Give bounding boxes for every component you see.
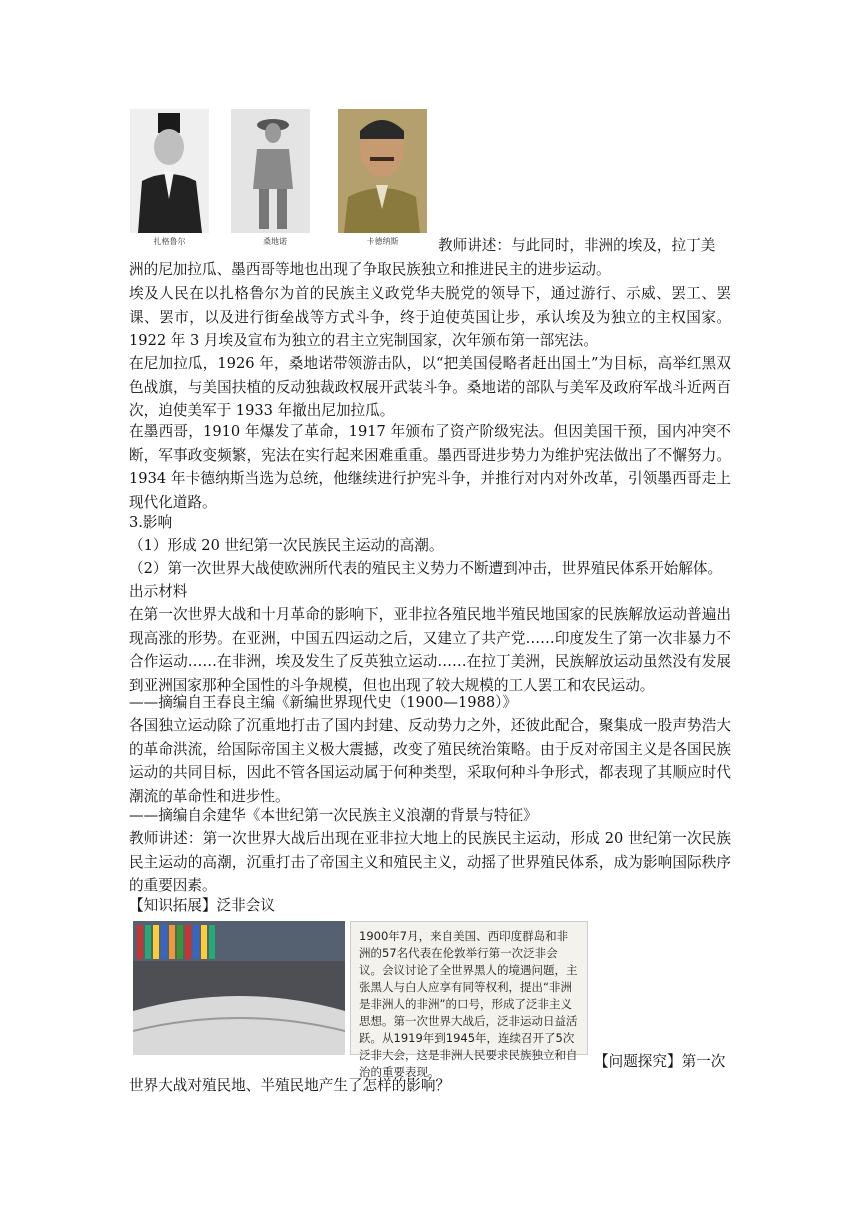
paragraph-mexico: 在墨西哥，1910 年爆发了革命，1917 年颁布了资产阶级宪法。但因美国干预，国内冲突不断，军事政变频繁，宪法在实行起来困难重重。墨西哥进步势力为维护宪法做出了不懈努力。1934 年卡德纳斯当选为总统，他继续进行护宪斗争，并推行对内对外改革，引领墨西哥走上现代化道路。	[129, 423, 731, 511]
portrait-caption-2: 桑地诺	[263, 237, 287, 246]
material-source-1: ——摘编自王春良主编《新编世界现代史（1900—1988）》	[129, 694, 518, 711]
portrait-sandino	[231, 109, 310, 233]
question-line-2: 世界大战对殖民地、半殖民地产生了怎样的影响？	[129, 1077, 451, 1094]
portrait-cardenas	[338, 109, 427, 233]
impact-item-1: （1）形成 20 世纪第一次民族民主运动的高潮。	[129, 537, 444, 554]
portrait-zaghlul	[130, 109, 209, 233]
show-material-label: 出示材料	[129, 583, 188, 600]
material-paragraph-1: 在第一次世界大战和十月革命的影响下，亚非拉各殖民地半殖民地国家的民族解放运动普遍出现高涨的形势。在亚洲，中国五四运动之后，又建立了共产党……印度发生了第一次非暴力不合作运动……在非洲，埃及发生了反英独立运动……在拉丁美洲，民族解放运动虽然没有发展到亚洲国家那种全国性的斗争规模，但也出现了较大规模的工人罢工和农民运动。	[129, 606, 731, 694]
knowledge-expansion-heading: 【知识拓展】泛非会议	[129, 897, 275, 914]
pan-african-note-box: 1900年7月，来自美国、西印度群岛和非洲的57名代表在伦敦举行第一次泛非会议。会议讨论了全世界黑人的境遇问题，主张黑人与白人应享有同等权利，提出“非洲是非洲人的非洲”的口号，形成了泛非主义思想。第一次世界大战后，泛非运动日益活跃。从1919年到1945年，连续召开了5次泛非大会，这是非洲人民要求民族独立和自治的重要表现。	[350, 921, 588, 1055]
question-heading: 【问题探究】第一次	[594, 1053, 726, 1070]
impact-item-2: （2）第一次世界大战使欧洲所代表的殖民主义势力不断遭到冲击，世界殖民体系开始解体。	[129, 560, 723, 577]
portrait-caption-1: 扎格鲁尔	[153, 237, 186, 246]
material-paragraph-2: 各国独立运动除了沉重地打击了国内封建、反动势力之外，还彼此配合，聚集成一股声势浩大的革命洪流，给国际帝国主义极大震撼，改变了殖民统治策略。由于反对帝国主义是各国民族运动的共同目标，因此不管各国运动属于何种类型，采取何种斗争形式，都表现了其顺应时代潮流的革命性和进步性。	[129, 717, 731, 805]
conference-photo-image	[133, 921, 345, 1055]
portrait-caption-3: 卡德纳斯	[366, 237, 399, 246]
teacher-narration-paragraph: 教师讲述：第一次世界大战后出现在亚非拉大地上的民族民主运动，形成 20 世纪第一次民族民主运动的高潮，沉重打击了帝国主义和殖民主义，动摇了世界殖民体系，成为影响国际秩序的重要因素。	[129, 830, 731, 895]
heading-impact: 3.影响	[129, 514, 173, 531]
portrait-sandino-image	[231, 109, 310, 233]
material-source-2: ——摘编自余建华《本世纪第一次民族主义浪潮的背景与特征》	[129, 807, 538, 824]
portrait-cardenas-image	[338, 109, 427, 233]
paragraph-egypt: 埃及人民在以扎格鲁尔为首的民族主义政党华夫脱党的领导下，通过游行、示威、罢工、罢课、罢市，以及进行街垒战等方式斗争，终于迫使英国让步，承认埃及为独立的主权国家。1922 年 3 月埃及宣布为独立的君主立宪制国家，次年颁布第一部宪法。	[129, 285, 731, 350]
paragraph-nicaragua: 在尼加拉瓜，1926 年，桑地诺带领游击队，以“把美国侵略者赶出国土”为目标，高举红黑双色战旗，与美国扶植的反动独裁政权展开武装斗争。桑地诺的部队与美军及政府军战斗近两百次，迫使美军于 1933 年撤出尼加拉瓜。	[129, 355, 731, 420]
portrait-zaghlul-image	[130, 109, 209, 233]
pan-african-conference-photo	[133, 921, 345, 1055]
narration-line-2: 洲的尼加拉瓜、墨西哥等地也出现了争取民族独立和推进民主的进步运动。	[129, 261, 611, 278]
teacher-narration-start: 教师讲述：与此同时，非洲的埃及，拉丁美	[438, 237, 716, 254]
